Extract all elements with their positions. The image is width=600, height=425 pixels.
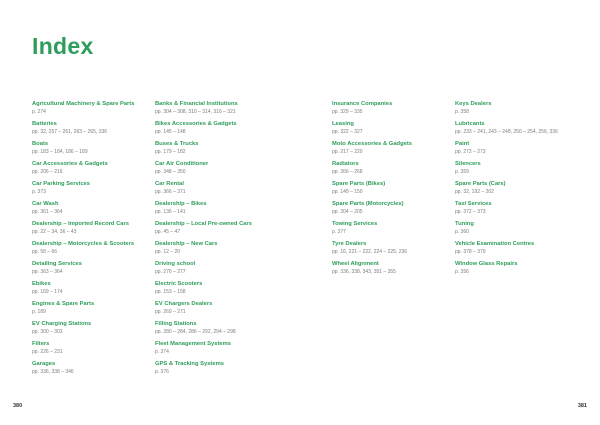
index-entry — [32, 141, 142, 156]
index-entry-pages: pp. 269 – 271 — [155, 309, 186, 315]
index-entry-pages: pp. 348 – 350 — [155, 169, 186, 175]
index-entry — [455, 101, 567, 116]
index-entry-name: Garages — [32, 361, 56, 367]
index-entry-pages: p. 358 — [455, 109, 469, 115]
index-entry — [155, 261, 265, 276]
index-entry-name: Window Glass Repairs — [455, 261, 518, 267]
index-entry — [332, 261, 442, 276]
index-entry-pages: pp. 58 – 66 — [32, 249, 58, 255]
index-entry-name: Buses & Trucks — [155, 141, 199, 147]
index-entry-name: Filters — [32, 341, 50, 347]
index-entry — [155, 341, 265, 356]
index-entry-name: Radiators — [332, 161, 359, 167]
index-entry — [332, 201, 442, 216]
index-entry — [455, 241, 567, 256]
index-entry-name: Batteries — [32, 121, 57, 127]
index-entry-name: Banks & Financial Institutions — [155, 101, 238, 107]
index-entry-pages: pp. 366 – 371 — [155, 189, 186, 195]
index-entry — [455, 221, 567, 236]
index-entry-pages: pp. 304 – 308, 310 – 314, 316 – 321 — [155, 109, 236, 115]
index-entry-name: Filling Stations — [155, 321, 197, 327]
index-entry-pages: p. 356 — [455, 269, 469, 275]
index-entry — [455, 261, 567, 276]
index-entry — [32, 161, 142, 176]
index-entry-name: Tuning — [455, 221, 474, 227]
index-entry-name: Towing Services — [332, 221, 378, 227]
index-entry — [32, 181, 142, 196]
index-entry-name: Fleet Management Systems — [155, 341, 232, 347]
index-column-4 — [455, 101, 567, 281]
index-entry — [155, 221, 265, 236]
index-entry — [32, 261, 142, 276]
index-entry-name: Wheel Alignment — [332, 261, 379, 267]
index-entry — [32, 221, 142, 236]
index-entry-name: Dealership – Motorcycles & Scooters — [32, 241, 135, 247]
index-entry — [332, 101, 442, 116]
index-entry-pages: pp. 149 – 150 — [332, 189, 363, 195]
index-entry-name: Vehicle Examination Centres — [455, 241, 535, 247]
index-entry-pages: pp. 12 – 20 — [155, 249, 181, 255]
index-entry-pages: pp. 336, 338 – 346 — [32, 369, 74, 375]
index-entry-name: Car Rental — [155, 181, 184, 187]
index-entry-pages: pp. 272 – 273 — [455, 149, 486, 155]
index-entry-pages: pp. 329 – 335 — [332, 109, 363, 115]
index-entry-name: Lubricants — [455, 121, 485, 127]
index-entry — [155, 281, 265, 296]
index-entry-pages: pp. 336, 338, 343, 351 – 355 — [332, 269, 396, 275]
index-entry-pages: pp. 136 – 141 — [155, 209, 186, 215]
index-entry-name: Dealership – New Cars — [155, 241, 218, 247]
index-entry-pages: pp. 226 – 231 — [32, 349, 63, 355]
index-entry-name: Dealership – Bikes — [155, 201, 207, 207]
index-entry — [155, 201, 265, 216]
index-entry-name: Electric Scooters — [155, 281, 203, 287]
index-entry-name: Dealership – Local Pre-owned Cars — [155, 221, 252, 227]
index-entry-name: Car Parking Services — [32, 181, 91, 187]
index-entry-pages: pp. 179 – 182 — [155, 149, 186, 155]
index-entry-pages: pp. 378 – 379 — [455, 249, 486, 255]
index-entry-name: Boats — [32, 141, 49, 147]
page-title: Index — [32, 33, 94, 59]
index-entry-pages: p. 274 — [32, 109, 46, 115]
page-number-left: 380 — [13, 403, 23, 409]
index-entry — [332, 161, 442, 176]
index-entry-name: EV Charging Stations — [32, 321, 92, 327]
index-entry-name: Bikes Accessories & Gadgets — [155, 121, 237, 127]
index-entry — [455, 181, 567, 196]
index-entry-pages: pp. 32, 257 – 261, 263 – 265, 336 — [32, 129, 108, 135]
index-entry-name: Spare Parts (Cars) — [455, 181, 506, 187]
index-entry-pages: pp. 322 – 327 — [332, 129, 363, 135]
index-column-3 — [332, 101, 442, 281]
index-entry-pages: pp. 363 – 364 — [32, 269, 63, 275]
index-entry — [155, 101, 265, 116]
index-entry-name: Ebikes — [32, 281, 51, 287]
index-entry — [32, 121, 142, 136]
index-entry-pages: pp. 22 – 34, 36 – 43 — [32, 229, 77, 235]
index-entry — [332, 141, 442, 156]
index-entry — [332, 241, 442, 256]
index-column-2 — [155, 101, 265, 381]
index-entry-pages: p. 376 — [155, 369, 169, 375]
index-entry-pages: pp. 206 – 216 — [32, 169, 63, 175]
index-entry-name: GPS & Tracking Systems — [155, 361, 224, 367]
index-entry-pages: pp. 32, 192 – 202 — [455, 189, 494, 195]
index-entry — [32, 101, 142, 116]
page-number-right: 381 — [577, 403, 587, 409]
index-column-1 — [32, 101, 142, 381]
index-entry — [332, 221, 442, 236]
index-entry-pages: p. 377 — [332, 229, 346, 235]
index-entry — [332, 181, 442, 196]
index-entry-name: Driving school — [155, 261, 196, 267]
index-entry-name: Car Wash — [32, 201, 59, 207]
index-entry — [455, 141, 567, 156]
index-entry-name: Car Air Conditioner — [155, 161, 209, 167]
index-entry-pages: pp. 204 – 205 — [332, 209, 363, 215]
index-entry-pages: pp. 45 – 47 — [155, 229, 181, 235]
index-entry — [455, 121, 567, 136]
index-entry-name: Insurance Companies — [332, 101, 393, 107]
index-entry-pages: p. 374 — [155, 349, 169, 355]
index-entry — [332, 121, 442, 136]
index-entry — [155, 301, 265, 316]
index-entry — [32, 301, 142, 316]
index-entry — [155, 241, 265, 256]
index-entry-name: Paint — [455, 141, 470, 147]
index-entry — [155, 141, 265, 156]
index-entry — [455, 161, 567, 176]
index-entry-name: Agricultural Machinery & Spare Parts — [32, 101, 135, 107]
index-entry-pages: pp. 266 – 268 — [332, 169, 363, 175]
index-entry-name: Engines & Spare Parts — [32, 301, 95, 307]
index-entry — [32, 321, 142, 336]
index-entry-pages: pp. 16, 221 – 222, 224 – 225, 236 — [332, 249, 408, 255]
index-entry-pages: p. 189 — [32, 309, 46, 315]
index-entry-name: Dealership – Imported Record Cars — [32, 221, 129, 227]
index-entry-pages: p. 373 — [32, 189, 46, 195]
index-entry-pages: pp. 145 – 148 — [155, 129, 186, 135]
index-entry-name: Leasing — [332, 121, 354, 127]
index-entry-pages: pp. 300 – 303 — [32, 329, 63, 335]
index-entry-name: Tyre Dealers — [332, 241, 367, 247]
index-entry-pages: pp. 183 – 184, 186 – 189 — [32, 149, 88, 155]
index-entry-name: Moto Accessories & Gadgets — [332, 141, 412, 147]
index-entry-pages: pp. 217 – 220 — [332, 149, 363, 155]
index-entry-name: Taxi Services — [455, 201, 492, 207]
index-entry — [32, 201, 142, 216]
index-entry-pages: pp. 280 – 284, 286 – 292, 294 – 298 — [155, 329, 236, 335]
index-entry-pages: pp. 233 – 241, 243 – 248, 250 – 254, 256, 336 — [455, 129, 558, 135]
index-entry-pages: pp. 169 – 174 — [32, 289, 63, 295]
index-entry — [32, 241, 142, 256]
index-entry — [32, 281, 142, 296]
index-entry-name: Silencers — [455, 161, 481, 167]
index-entry — [155, 321, 265, 336]
index-entry-name: Spare Parts (Motorcycles) — [332, 201, 404, 207]
index-entry-pages: pp. 276 – 277 — [155, 269, 186, 275]
index-entry-name: EV Chargers Dealers — [155, 301, 213, 307]
index-entry-pages: p. 360 — [455, 229, 469, 235]
index-entry-pages: pp. 153 – 158 — [155, 289, 186, 295]
index-entry — [155, 121, 265, 136]
index-entry — [32, 341, 142, 356]
index-entry-pages: pp. 372 – 373 — [455, 209, 486, 215]
index-entry-pages: p. 359 — [455, 169, 469, 175]
index-entry — [155, 161, 265, 176]
index-entry — [155, 181, 265, 196]
index-entry-pages: pp. 361 – 364 — [32, 209, 63, 215]
index-entry — [155, 361, 265, 376]
index-entry-name: Keys Dealers — [455, 101, 492, 107]
index-entry — [455, 201, 567, 216]
index-entry — [32, 361, 142, 376]
index-entry-name: Detailing Services — [32, 261, 82, 267]
index-entry-name: Car Accessories & Gadgets — [32, 161, 108, 167]
index-entry-name: Spare Parts (Bikes) — [332, 181, 386, 187]
